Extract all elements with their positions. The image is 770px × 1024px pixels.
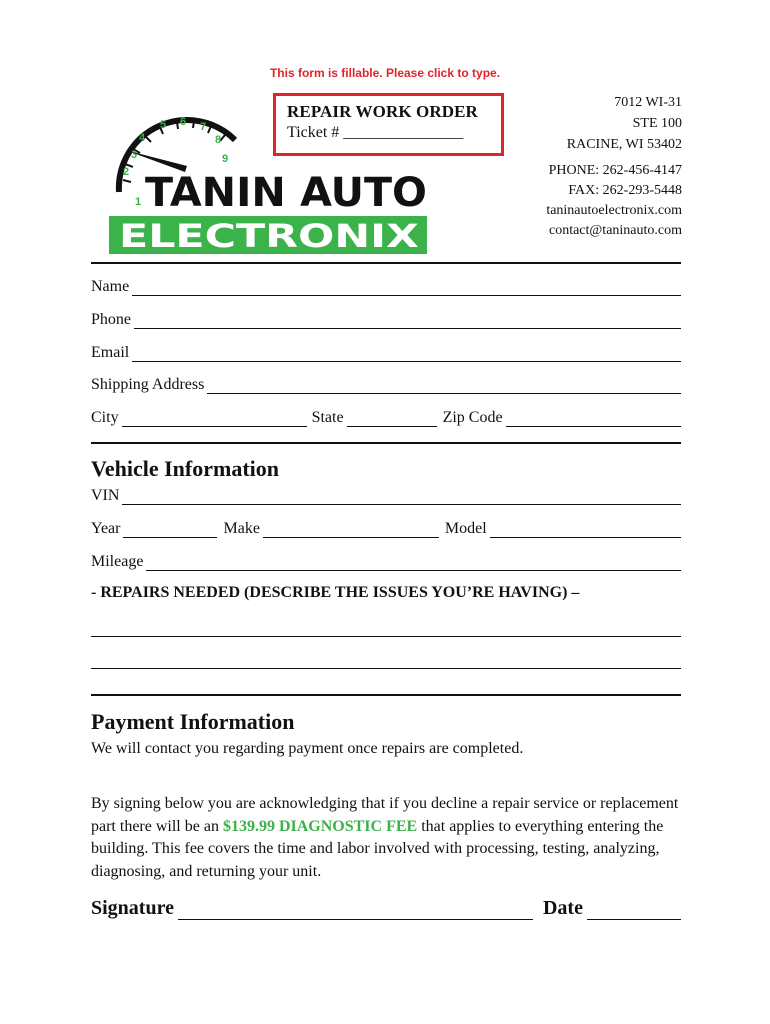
date-field[interactable]	[587, 899, 681, 920]
phone-label: Phone	[91, 311, 131, 328]
phone-field[interactable]	[134, 313, 681, 329]
model-label: Model	[444, 520, 487, 537]
logo-bottom-text: ELECTRONIX	[119, 217, 420, 255]
website-link[interactable]: taninautoelectronix.com	[546, 203, 682, 218]
divider-repairs	[91, 694, 681, 696]
email-label: Email	[91, 344, 130, 361]
city-label: City	[91, 409, 119, 426]
email-link[interactable]: contact@taninauto.com	[548, 223, 682, 238]
repairs-heading: - REPAIRS NEEDED (DESCRIBE THE ISSUES YOU’RE HAVING) –	[91, 584, 580, 601]
svg-text:9: 9	[222, 153, 229, 165]
shipping-field[interactable]	[207, 378, 681, 394]
fax-text: FAX: 262-293-5448	[568, 183, 682, 198]
divider-top	[91, 262, 681, 264]
city-field[interactable]	[122, 411, 307, 427]
signature-row	[91, 894, 681, 920]
email-field[interactable]	[132, 346, 681, 362]
zip-field[interactable]	[506, 411, 681, 427]
diagnostic-fee: $139.99 DIAGNOSTIC FEE	[222, 817, 418, 835]
address-line-3: RACINE, WI 53402	[566, 137, 682, 152]
mileage-label: Mileage	[91, 553, 144, 570]
svg-text:4: 4	[139, 132, 146, 144]
payment-heading: Payment Information	[91, 709, 295, 734]
svg-text:7: 7	[200, 121, 207, 133]
payment-contact-text: We will contact you regarding payment once repairs are completed.	[91, 740, 524, 757]
address-block	[567, 92, 682, 155]
year-make-model-row	[91, 518, 681, 538]
year-field[interactable]	[123, 522, 217, 538]
ticket-number-field[interactable]: Ticket # _______________	[287, 124, 464, 141]
svg-text:1: 1	[135, 196, 142, 208]
svg-text:5: 5	[160, 119, 167, 131]
svg-text:8: 8	[215, 134, 222, 146]
phone-text: PHONE: 262-456-4147	[548, 163, 682, 178]
make-field[interactable]	[263, 522, 439, 538]
fillable-notice: This form is fillable. Please click to type.	[269, 66, 501, 80]
svg-text:6: 6	[180, 116, 187, 128]
vin-row	[91, 485, 681, 505]
make-label: Make	[223, 520, 260, 537]
state-label: State	[311, 409, 344, 426]
vehicle-heading: Vehicle Information	[91, 456, 280, 481]
model-field[interactable]	[490, 522, 681, 538]
vin-label: VIN	[91, 487, 120, 504]
state-field[interactable]	[347, 411, 437, 427]
divider-customer	[91, 442, 681, 444]
repairs-line-1[interactable]	[91, 636, 681, 637]
zip-label: Zip Code	[442, 409, 503, 426]
signature-label: Signature	[91, 897, 174, 919]
name-field[interactable]	[132, 280, 681, 296]
name-row	[91, 276, 681, 296]
year-label: Year	[91, 520, 121, 537]
ack-text-1: By signing below you are acknowledging that if you decline a repair service or replacement part there will be an	[91, 795, 679, 835]
date-label: Date	[542, 897, 583, 919]
work-order-box	[273, 93, 504, 156]
address-line-1: 7012 WI-31	[614, 95, 682, 110]
vin-field[interactable]	[122, 489, 681, 505]
email-row	[91, 342, 681, 362]
name-label: Name	[91, 278, 130, 295]
contact-block	[546, 161, 682, 241]
logo-top-text: TANIN AUTO	[145, 170, 427, 216]
address-line-2: STE 100	[632, 116, 682, 131]
work-order-title: REPAIR WORK ORDER	[287, 102, 478, 121]
svg-text:3: 3	[131, 149, 138, 161]
mileage-field[interactable]	[146, 555, 681, 571]
shipping-row	[91, 374, 681, 394]
signature-field[interactable]	[178, 899, 533, 920]
city-state-zip-row	[91, 407, 681, 427]
acknowledgement-paragraph	[91, 793, 686, 883]
svg-text:2: 2	[123, 166, 130, 178]
phone-row	[91, 309, 681, 329]
ack-text-2: that applies to everything entering the building. This fee covers the time and labor involved with processing, testing, analyzing, diagnosing, and returning your unit.	[91, 817, 664, 880]
shipping-label: Shipping Address	[91, 376, 205, 393]
mileage-row	[91, 551, 681, 571]
repairs-line-2[interactable]	[91, 668, 681, 669]
